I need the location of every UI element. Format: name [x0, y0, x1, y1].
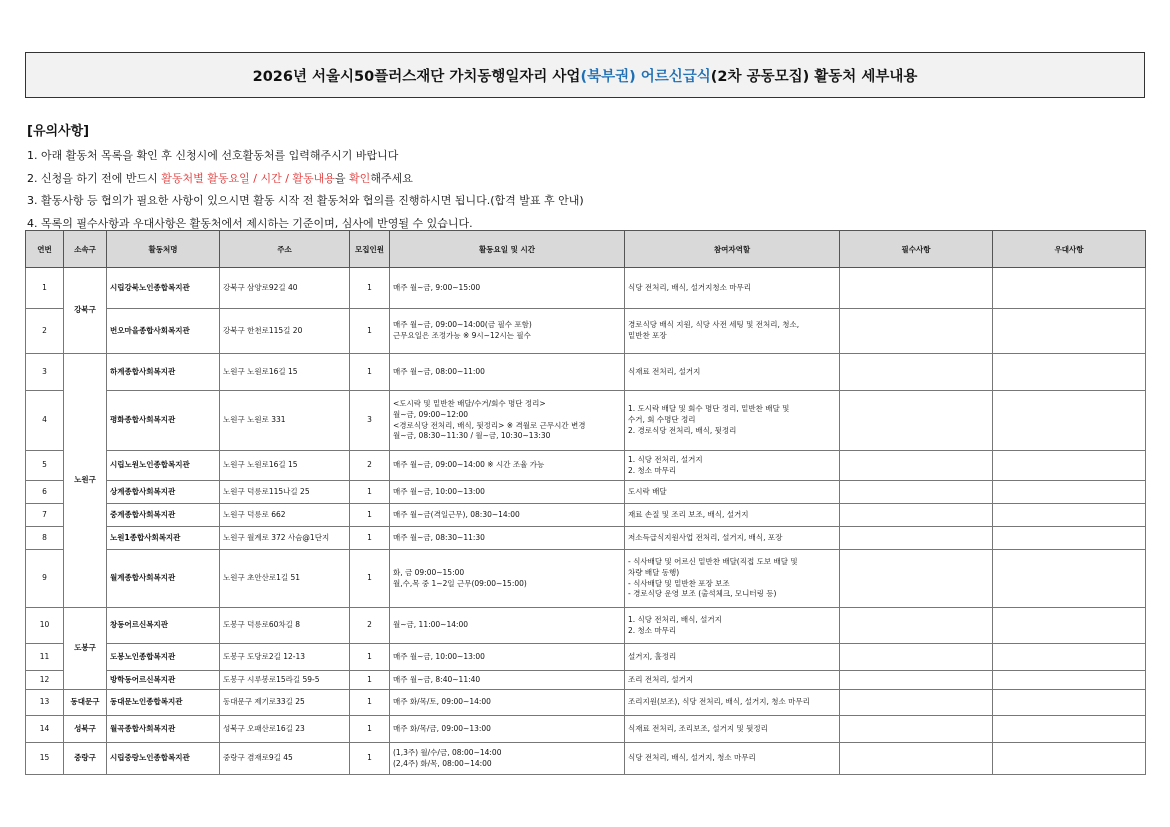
- table-row: [26, 716, 1146, 743]
- org-name: 방학동어르신복지관: [107, 671, 220, 690]
- recruit-count: 1: [350, 309, 390, 354]
- required-cell: [840, 391, 993, 451]
- preferred-cell: [993, 671, 1146, 690]
- preferred-cell: [993, 743, 1146, 775]
- table-row: [26, 268, 1146, 309]
- preferred-cell: [993, 391, 1146, 451]
- address: 노원구 노원로 331: [220, 391, 350, 451]
- preferred-cell: [993, 690, 1146, 716]
- schedule: 매주 월~금(격일근무), 08:30~14:00: [390, 504, 625, 527]
- schedule: 매주 화/목/금, 09:00~13:00: [390, 716, 625, 743]
- preferred-cell: [993, 268, 1146, 309]
- col-header-district: 소속구: [64, 231, 107, 268]
- note-2-a: 2. 신청을 하기 전에 반드시: [27, 171, 162, 185]
- required-cell: [840, 550, 993, 608]
- schedule: 매주 월~금, 10:00~13:00: [390, 481, 625, 504]
- table-row: [26, 550, 1146, 608]
- recruit-count: 1: [350, 268, 390, 309]
- preferred-cell: [993, 608, 1146, 644]
- org-name: 노원1종합사회복지관: [107, 527, 220, 550]
- notes-section: [27, 120, 1137, 235]
- col-header-preferred: 우대사항: [993, 231, 1146, 268]
- recruit-count: 1: [350, 504, 390, 527]
- recruit-count: 1: [350, 527, 390, 550]
- col-header-org: 활동처명: [107, 231, 220, 268]
- district-cell: 동대문구: [64, 690, 107, 716]
- org-name: 시립중랑노인종합복지관: [107, 743, 220, 775]
- address: 노원구 월계로 372 사슴@1단지: [220, 527, 350, 550]
- org-name: 월계종합사회복지관: [107, 550, 220, 608]
- role: 저소득급식지원사업 전처리, 설거지, 배식, 포장: [625, 527, 840, 550]
- preferred-cell: [993, 451, 1146, 481]
- table-row: [26, 690, 1146, 716]
- address: 중랑구 겸재로9길 45: [220, 743, 350, 775]
- address: 동대문구 제기로33길 25: [220, 690, 350, 716]
- role: 1. 식당 전처리, 설거지 2. 청소 마무리: [625, 451, 840, 481]
- role: 1. 식당 전처리, 배식, 설거지 2. 청소 마무리: [625, 608, 840, 644]
- address: 성북구 오패산로16길 23: [220, 716, 350, 743]
- role: 조리 전처리, 설거지: [625, 671, 840, 690]
- required-cell: [840, 504, 993, 527]
- recruit-count: 1: [350, 743, 390, 775]
- row-no: 5: [26, 451, 64, 481]
- org-name: 번오마을종합사회복지관: [107, 309, 220, 354]
- preferred-cell: [993, 716, 1146, 743]
- row-no: 9: [26, 550, 64, 608]
- required-cell: [840, 481, 993, 504]
- schedule: 매주 월~금, 8:40~11:40: [390, 671, 625, 690]
- table-row: [26, 481, 1146, 504]
- row-no: 2: [26, 309, 64, 354]
- col-header-schedule: 활동요일 및 시간: [390, 231, 625, 268]
- role: 식당 전처리, 배식, 설거지, 청소 마무리: [625, 743, 840, 775]
- note-2-b: 활동처별 활동요일 / 시간 / 활동내용: [161, 171, 335, 185]
- address: 노원구 덕릉로115나길 25: [220, 481, 350, 504]
- address: 노원구 노원로16길 15: [220, 451, 350, 481]
- recruit-count: 1: [350, 481, 390, 504]
- table-row: [26, 527, 1146, 550]
- schedule: 매주 월~금, 08:00~11:00: [390, 354, 625, 391]
- preferred-cell: [993, 504, 1146, 527]
- col-header-address: 주소: [220, 231, 350, 268]
- row-no: 7: [26, 504, 64, 527]
- required-cell: [840, 671, 993, 690]
- org-name: 도봉노인종합복지관: [107, 644, 220, 671]
- row-no: 10: [26, 608, 64, 644]
- org-name: 중계종합사회복지관: [107, 504, 220, 527]
- address: 도봉구 덕릉로60차길 8: [220, 608, 350, 644]
- role: 설거지, 홀정리: [625, 644, 840, 671]
- preferred-cell: [993, 527, 1146, 550]
- document-title: [25, 52, 1145, 98]
- required-cell: [840, 309, 993, 354]
- district-cell: 노원구: [64, 354, 107, 608]
- required-cell: [840, 451, 993, 481]
- recruit-count: 1: [350, 550, 390, 608]
- address: 도봉구 도당로2길 12-13: [220, 644, 350, 671]
- required-cell: [840, 354, 993, 391]
- role: 경로식당 배식 지원, 식당 사전 세팅 및 전처리, 청소, 밑반찬 포장: [625, 309, 840, 354]
- row-no: 3: [26, 354, 64, 391]
- col-header-no: 연번: [26, 231, 64, 268]
- role: 도시락 배달: [625, 481, 840, 504]
- org-name: 평화종합사회복지관: [107, 391, 220, 451]
- table-row: [26, 644, 1146, 671]
- table-row: [26, 354, 1146, 391]
- schedule: 매주 월~금, 10:00~13:00: [390, 644, 625, 671]
- address: 도봉구 시루봉로15라길 59-5: [220, 671, 350, 690]
- note-1: 1. 아래 활동처 목록을 확인 후 신청시에 선호활동처를 입력해주시기 바랍니다: [27, 149, 399, 162]
- table-row: [26, 671, 1146, 690]
- schedule: 매주 월~금, 9:00~15:00: [390, 268, 625, 309]
- row-no: 15: [26, 743, 64, 775]
- required-cell: [840, 608, 993, 644]
- worksite-table: [25, 230, 1146, 775]
- org-name: 시립강북노인종합복지관: [107, 268, 220, 309]
- schedule: 화, 금 09:00~15:00 월,수,목 중 1~2일 근무(09:00~15:00): [390, 550, 625, 608]
- org-name: 하계종합사회복지관: [107, 354, 220, 391]
- recruit-count: 1: [350, 671, 390, 690]
- org-name: 시립노원노인종합복지관: [107, 451, 220, 481]
- district-cell: 성북구: [64, 716, 107, 743]
- recruit-count: 2: [350, 451, 390, 481]
- recruit-count: 2: [350, 608, 390, 644]
- note-2-c: 을: [334, 171, 350, 185]
- table-row: [26, 743, 1146, 775]
- note-2-e: 해주세요: [370, 171, 413, 185]
- preferred-cell: [993, 644, 1146, 671]
- table-row: [26, 451, 1146, 481]
- required-cell: [840, 743, 993, 775]
- role: 식당 전처리, 배식, 설거지청소 마무리: [625, 268, 840, 309]
- notes-heading: [유의사항]: [27, 124, 90, 139]
- recruit-count: 1: [350, 716, 390, 743]
- role: - 식사배달 및 어르신 밑반찬 배달(직접 도보 배달 및 차량 배달 동행) - 식사배달 및 밑반찬 포장 보조 - 경로식당 운영 보조 (출석체크, 모니터링 등): [625, 550, 840, 608]
- address: 노원구 초안산로1길 51: [220, 550, 350, 608]
- preferred-cell: [993, 309, 1146, 354]
- preferred-cell: [993, 550, 1146, 608]
- title-part1: 2026년 서울시50플러스재단 가치동행일자리 사업: [252, 68, 581, 85]
- table-row: [26, 309, 1146, 354]
- org-name: 동대문노인종합복지관: [107, 690, 220, 716]
- required-cell: [840, 716, 993, 743]
- required-cell: [840, 527, 993, 550]
- address: 노원구 덕릉로 662: [220, 504, 350, 527]
- required-cell: [840, 690, 993, 716]
- address: 강북구 삼양로92길 40: [220, 268, 350, 309]
- role: 1. 도시락 배달 및 회수 명단 정리, 밑반찬 배달 및 수거, 회 수명단 정리 2. 경로식당 전처리, 배식, 뒷정리: [625, 391, 840, 451]
- table-row: [26, 391, 1146, 451]
- note-3: 3. 활동사항 등 협의가 필요한 사항이 있으시면 활동 시작 전 활동처와 협의를 진행하시면 됩니다.(합격 발표 후 안내): [27, 194, 584, 208]
- row-no: 6: [26, 481, 64, 504]
- row-no: 4: [26, 391, 64, 451]
- row-no: 12: [26, 671, 64, 690]
- org-name: 월곡종합사회복지관: [107, 716, 220, 743]
- table-row: [26, 608, 1146, 644]
- district-cell: 도봉구: [64, 608, 107, 690]
- role: 조리지원(보조), 식당 전처리, 배식, 설거지, 청소 마무리: [625, 690, 840, 716]
- row-no: 13: [26, 690, 64, 716]
- table-header-row: [26, 231, 1146, 268]
- schedule: 매주 월~금, 09:00~14:00 ※ 시간 조율 가능: [390, 451, 625, 481]
- table-row: [26, 504, 1146, 527]
- row-no: 11: [26, 644, 64, 671]
- schedule: 매주 월~금, 08:30~11:30: [390, 527, 625, 550]
- note-2: [27, 168, 1137, 191]
- district-cell: 강북구: [64, 268, 107, 354]
- schedule: 월~금, 11:00~14:00: [390, 608, 625, 644]
- schedule: (1,3주) 월/수/금, 08:00~14:00 (2,4주) 화/목, 08:00~14:00: [390, 743, 625, 775]
- preferred-cell: [993, 354, 1146, 391]
- schedule: <도시락 및 밑반찬 배달/수거/회수 명단 정리> 월~금, 09:00~12:00 <경로식당 전처리, 배식, 뒷정리> ※ 격월로 근무시간 변경 월~금, 08:30~11:30 / 월~금, 10:30~13:30: [390, 391, 625, 451]
- row-no: 14: [26, 716, 64, 743]
- role: 식재료 전처리, 조리보조, 설거지 및 뒷정리: [625, 716, 840, 743]
- row-no: 1: [26, 268, 64, 309]
- recruit-count: 1: [350, 644, 390, 671]
- row-no: 8: [26, 527, 64, 550]
- col-header-role: 참여자역할: [625, 231, 840, 268]
- recruit-count: 1: [350, 690, 390, 716]
- role: 재료 손질 및 조리 보조, 배식, 설거지: [625, 504, 840, 527]
- role: 식재료 전처리, 설거지: [625, 354, 840, 391]
- recruit-count: 1: [350, 354, 390, 391]
- title-part2: (북부권) 어르신급식: [580, 68, 711, 85]
- title-part3: (2차 공동모집) 활동처 세부내용: [710, 68, 918, 85]
- address: 강북구 한천로115길 20: [220, 309, 350, 354]
- col-header-recruit: 모집인원: [350, 231, 390, 268]
- org-name: 상계종합사회복지관: [107, 481, 220, 504]
- note-2-d: 확인: [349, 171, 371, 185]
- note-4: 4. 목록의 필수사항과 우대사항은 활동처에서 제시하는 기준이며, 심사에 반영될 수 있습니다.: [27, 216, 473, 230]
- schedule: 매주 월~금, 09:00~14:00(금 필수 포함) 근무요일은 조정가능 ※ 9시~12시는 필수: [390, 309, 625, 354]
- preferred-cell: [993, 481, 1146, 504]
- col-header-required: 필수사항: [840, 231, 993, 268]
- org-name: 창동어르신복지관: [107, 608, 220, 644]
- address: 노원구 노원로16길 15: [220, 354, 350, 391]
- district-cell: 중랑구: [64, 743, 107, 775]
- recruit-count: 3: [350, 391, 390, 451]
- required-cell: [840, 268, 993, 309]
- required-cell: [840, 644, 993, 671]
- schedule: 매주 화/목/토, 09:00~14:00: [390, 690, 625, 716]
